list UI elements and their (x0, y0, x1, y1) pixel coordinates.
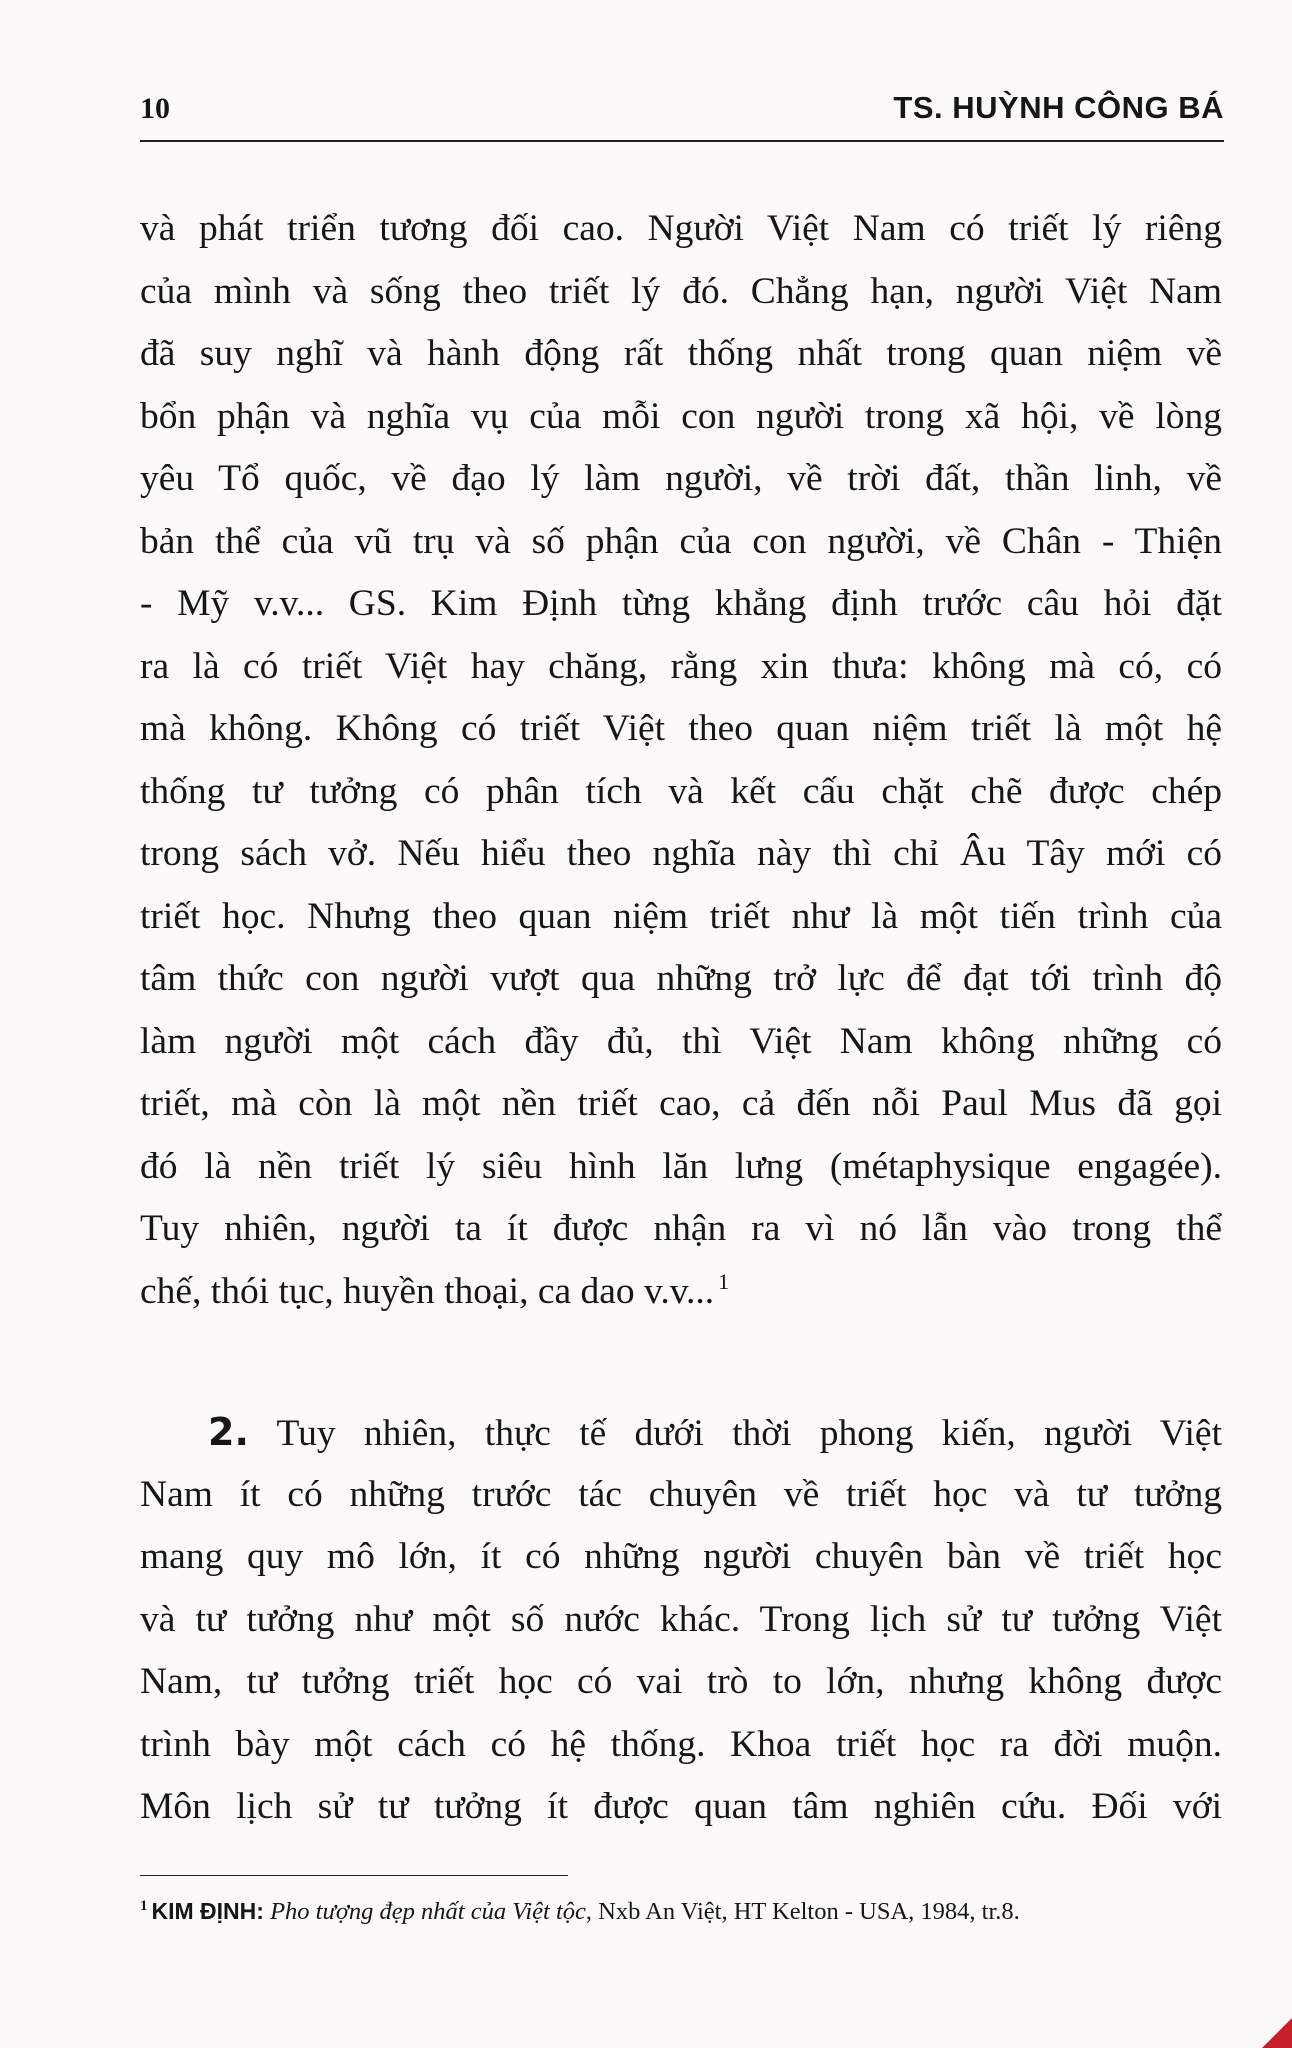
text-line: triết học. Nhưng theo quan niệm triết như là một tiến trình của (140, 895, 1222, 937)
footnote (140, 1898, 1224, 1926)
section-number: 2. (208, 1410, 249, 1454)
text-line: bản thể của vũ trụ và số phận của con người, về Chân - Thiện (140, 520, 1222, 562)
text-line-last (140, 1261, 1222, 1324)
footnote-reference[interactable]: 1 (718, 1268, 730, 1294)
paragraph-2 (140, 1401, 1222, 1839)
paragraph-gap (140, 1323, 1222, 1401)
body-text (140, 198, 1222, 1839)
header-rule (140, 140, 1224, 142)
footnote-title: Pho tượng đẹp nhất của Việt tộc (270, 1898, 586, 1925)
text-line: tâm thức con người vượt qua những trở lực để đạt tới trình độ (140, 958, 1222, 999)
text-line: bổn phận và nghĩa vụ của mỗi con người trong xã hội, về lòng (140, 395, 1222, 437)
text-line: làm người một cách đầy đủ, thì Việt Nam không những có (140, 1020, 1222, 1062)
text-line: - Mỹ v.v... GS. Kim Định từng khẳng định trước câu hỏi đặt (140, 583, 1222, 624)
text-line: mà không. Không có triết Việt theo quan niệm triết là một hệ (140, 708, 1222, 749)
text-line: yêu Tổ quốc, về đạo lý làm người, về trời đất, thần linh, về (140, 458, 1222, 499)
text-line: trình bày một cách có hệ thống. Khoa triết học ra đời muộn. (140, 1723, 1222, 1765)
text-line: Tuy nhiên, người ta ít được nhận ra vì nó lẫn vào trong thể (140, 1208, 1222, 1249)
paragraph-1 (140, 198, 1222, 1323)
text-line: và phát triển tương đối cao. Người Việt Nam có triết lý riêng (140, 208, 1222, 249)
text-line: triết, mà còn là một nền triết cao, cả đến nỗi Paul Mus đã gọi (140, 1083, 1222, 1124)
text-line: thống tư tưởng có phân tích và kết cấu chặt chẽ được chép (140, 770, 1222, 812)
text-line: Nam, tư tưởng triết học có vai trò to lớn, nhưng không được (140, 1661, 1222, 1702)
page-header (140, 92, 1224, 136)
text-line: ra là có triết Việt hay chăng, rằng xin thưa: không mà có, có (140, 645, 1222, 687)
text-line: Môn lịch sử tư tưởng ít được quan tâm nghiên cứu. Đối với (140, 1786, 1222, 1827)
corner-edge-mark (1262, 2018, 1292, 2048)
text-line: đã suy nghĩ và hành động rất thống nhất trong quan niệm về (140, 333, 1222, 374)
text-line-first (140, 1401, 1222, 1464)
footnote-author: KIM ĐỊNH: (151, 1898, 264, 1924)
last-line-text: chế, thói tục, huyền thoại, ca dao v.v... (140, 1270, 715, 1312)
text-line: và tư tưởng như một số nước khác. Trong lịch sử tư tưởng Việt (140, 1598, 1222, 1640)
text-line: mang quy mô lớn, ít có những người chuyên bàn về triết học (140, 1536, 1222, 1577)
footnote-number: 1 (140, 1898, 148, 1914)
text-line: của mình và sống theo triết lý đó. Chẳng hạn, người Việt Nam (140, 270, 1222, 312)
first-line-text: Tuy nhiên, thực tế dưới thời phong kiến, người Việt (276, 1413, 1222, 1454)
running-head-author: TS. HUỲNH CÔNG BÁ (893, 90, 1224, 125)
footnote-rule (140, 1875, 568, 1876)
text-line: đó là nền triết lý siêu hình lăn lưng (métaphysique engagée). (140, 1145, 1222, 1187)
page-number: 10 (140, 92, 170, 125)
text-line: Nam ít có những trước tác chuyên về triết học và tư tưởng (140, 1473, 1222, 1515)
text-line: trong sách vở. Nếu hiểu theo nghĩa này thì chỉ Âu Tây mới có (140, 833, 1222, 874)
footnote-details: , Nxb An Việt, HT Kelton - USA, 1984, tr.8. (585, 1898, 1020, 1925)
